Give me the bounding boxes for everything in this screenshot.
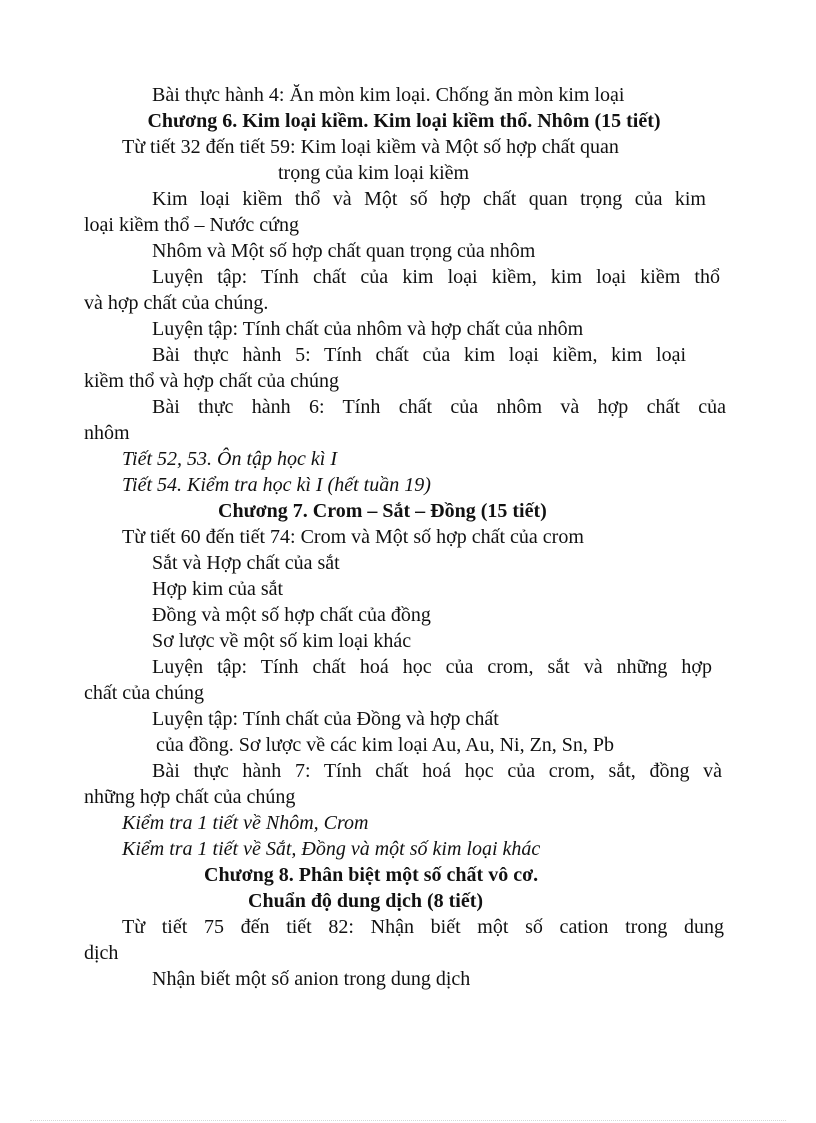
- text-line-anion: Nhận biết một số anion trong dung dịch: [152, 968, 471, 990]
- text-line-practice: Luyện tập: Tính chất của Đồng và hợp chất: [152, 708, 499, 730]
- text-line-practice: Luyện tập: Tính chất của nhôm và hợp chất của nhôm: [152, 318, 584, 340]
- chapter-7-heading: Chương 7. Crom – Sắt – Đồng (15 tiết): [218, 500, 547, 522]
- text-line-iron: Sắt và Hợp chất của sắt: [152, 552, 340, 574]
- text-line-chapter-8-range: Từ tiết 75 đến tiết 82: Nhận biết một số cation trong dung: [122, 916, 724, 938]
- text-line-continuation: của đồng. Sơ lược về các kim loại Au, Au, Ni, Zn, Sn, Pb: [156, 734, 615, 756]
- text-line-aluminium: Nhôm và Một số hợp chất quan trọng của nhôm: [152, 240, 536, 262]
- text-line-continuation: dịch: [84, 942, 119, 964]
- text-line-test-2: Kiểm tra 1 tiết về Sắt, Đồng và một số kim loại khác: [122, 838, 541, 860]
- text-line-continuation: và hợp chất của chúng.: [84, 292, 269, 314]
- text-line-iron-alloy: Hợp kim của sắt: [152, 578, 284, 600]
- text-line-review: Tiết 52, 53. Ôn tập học kì I: [122, 448, 337, 470]
- text-line-practice: Luyện tập: Tính chất hoá học của crom, sắt và những hợp: [152, 656, 712, 678]
- text-line-continuation: nhôm: [84, 422, 130, 444]
- chapter-8-heading: Chương 8. Phân biệt một số chất vô cơ.: [204, 864, 539, 886]
- text-line-continuation: chất của chúng: [84, 682, 204, 704]
- text-line-continuation: những hợp chất của chúng: [84, 786, 296, 808]
- text-line-other-metals: Sơ lược về một số kim loại khác: [152, 630, 412, 652]
- text-line-copper: Đồng và một số hợp chất của đồng: [152, 604, 431, 626]
- text-line-continuation: trọng của kim loại kiềm: [278, 162, 470, 184]
- text-line-chapter-7-range: Từ tiết 60 đến tiết 74: Crom và Một số hợp chất của crom: [122, 526, 584, 548]
- text-line-chapter-6-range: Từ tiết 32 đến tiết 59: Kim loại kiềm và Một số hợp chất quan: [122, 136, 619, 158]
- text-line-continuation: kiềm thổ và hợp chất của chúng: [84, 370, 339, 392]
- text-line-practice-5: Bài thực hành 5: Tính chất của kim loại kiềm, kim loại: [152, 344, 686, 366]
- chapter-6-heading: Chương 6. Kim loại kiềm. Kim loại kiềm thổ. Nhôm (15 tiết): [147, 110, 661, 132]
- text-line-alkaline-earth: Kim loại kiềm thổ và Một số hợp chất quan trọng của kim: [152, 188, 706, 210]
- text-line-practice-7: Bài thực hành 7: Tính chất hoá học của crom, sắt, đồng và: [152, 760, 722, 782]
- page-bottom-divider: [30, 1120, 786, 1121]
- chapter-8-subheading: Chuẩn độ dung dịch (8 tiết): [248, 890, 484, 912]
- text-line-practice-6: Bài thực hành 6: Tính chất của nhôm và hợp chất của: [152, 396, 726, 418]
- text-line-test-1: Kiểm tra 1 tiết về Nhôm, Crom: [122, 812, 369, 834]
- text-line-practice: Luyện tập: Tính chất của kim loại kiềm, kim loại kiềm thổ: [152, 266, 720, 288]
- text-line-continuation: loại kiềm thổ – Nước cứng: [84, 214, 299, 236]
- text-line-practice-4: Bài thực hành 4: Ăn mòn kim loại. Chống ăn mòn kim loại: [152, 84, 625, 106]
- text-line-exam: Tiết 54. Kiểm tra học kì I (hết tuần 19): [122, 474, 431, 496]
